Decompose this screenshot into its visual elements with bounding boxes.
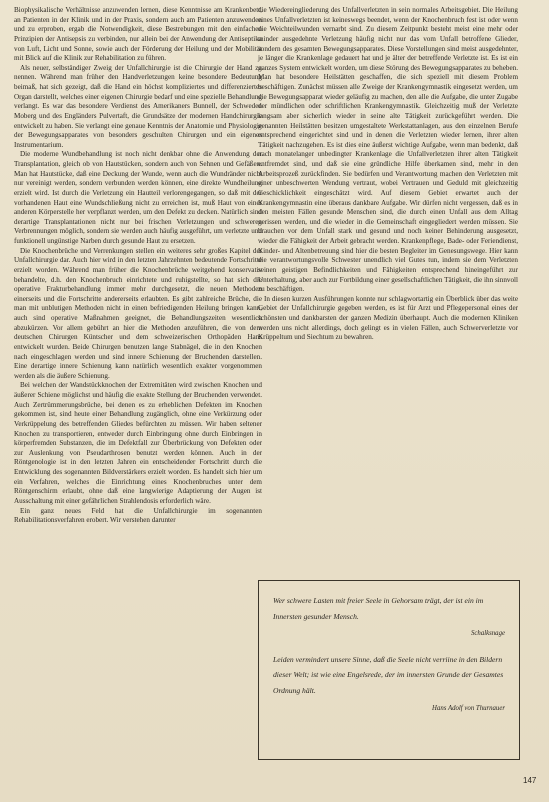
quote-source: Schalksnage <box>471 630 505 638</box>
paragraph: Bei welchen der Wandstückknochen der Extremitäten wird zwischen Knochen und äußerer Schiene möglichst und häufig die exakte Stellung der Bruchenden verwendet. Auch Zertrümmerungsbrüche, bei denen es zu erheblichen Defekten im Knochen gekommen ist, sind heute einer Behandlung zugänglich, ohne eine Verkürzung oder Verkrüppelung des betreffenden Gliedes befürchten zu müssen. Wir haben seltener Knochen zu transportieren, entweder durch Einbringung ohne durch Einbringen in körperfremden Substanzen, die im Defektfall zur Überbrückung von Defekten oder zur Auslenkung von Pseudarthrosen benutzt werden können. Auch in der Röntgenologie ist in den letzten Jahren ein entscheidender Fortschritt durch die Entwicklung des sogenannten Bildverstärkers erzielt worden. Es handelt sich hier um ein Verfahren, welches die Einrichtung eines Knochenbruches unter dem Röntgenschirm erlaubt, ohne daß eine langwierige Adaptierung der Augen ist Ausschaltung mit einer gefährlichen Strahlendosis erforderlich wäre. <box>14 381 262 505</box>
paragraph: In diesen kurzen Ausführungen konnte nur schlagwortartig ein Überblick über das weite Gebiet der Unfallchirurgie gegeben werden, es ist für Arzt und Pflegepersonal eines der schönsten und dankbarsten der ganzen Medizin überhaupt. Auch die modernen Kliniken werden uns nicht allerdings, doch gelingt es in vielen Fällen, auch Schwerverletzte vor Krüppeltum und Siechtum zu bewahren. <box>258 294 518 342</box>
quote-text: Wer schwere Lasten mit freier Seele in Gehorsam trägt, der ist ein im Innersten gesunder Mensch. <box>273 596 484 621</box>
paragraph: Die moderne Wundbehandlung ist noch nicht denkbar ohne die Anwendung der Transplantation, gleich ob von Hautstücken, sondern auch von Sehnen und Gefäßen. Man hat Hautstücke, daß eine Deckung der Wunde, wenn auch die Wundränder nicht nur vereinigt werden, sondern verbunden werden können, eine direkte Wundheilung erzielt wird. Ist durch die Verletzung ein Hautteil verlorengegangen, so daß mit der vorhandenen Haut eine Wundschließung nicht zu erreichen ist, muß Haut von einer anderen Körperstelle her verpflanzt werden, um den Defekt zu decken. Natürlich sind derartige Transplantationen nicht nur bei frischen Verletzungen und schweren Verbrennungen möglich, sondern sie werden auch häufig ausgeführt, um verletzte und funktionell ungünstige Narben durch gesunde Haut zu ersetzen. <box>14 150 262 245</box>
right-text-column <box>258 6 518 343</box>
paragraph: Die Knochenbrüche und Verrenkungen stellen ein weiteres sehr großes Kapitel der Unfallchirurgie dar. Auch hier wird in den letzten Jahrzehnten bedeutende Fortschritte erzielt worden. Während man früher die Knochenbrüche weitgehend konservativ behandelte, d.h. den Knochenbruch einrichtete und ruhigstellte, so hat sich die operative Frakturbehandlung immer mehr durchgesetzt, die neuen Methoden einerseits und die Fortschritte andererseits erlaubten. Es gibt zahlreiche Brüche, die man mit unblutigen Methoden nicht in einen befriedigenden Heilung bringen kann, auch sind operative Maßnahmen geeignet, die Behandlungszeiten wesentlich abzukürzen. Vor allem gebührt an hier die Methoden anzuführen, die von dem deutschen Chirurgen Küntscher und dem schweizerischen Orthopäden Hans entwickelt wurden. Beide Chirurgen benutzen lange Stabnägel, die in den Knochen nach eingeschlagen werden und sind innere Schienung der Bruchenden darstellen. Eine derartige innere Schienung kann natürlich wesentlich exakter vorgenommen werden als die äußere Schienung. <box>14 246 262 380</box>
quote-source: Hans Adolf von Thurnauer <box>432 704 505 712</box>
paragraph: Biophysikalische Verhältnisse anzuwenden lernen, diese Kenntnisse am Krankenbett, an Patienten in der Klinik und in der Praxis, sondern auch am Patienten anzuwenden und zu erproben, ergab die Notwendigkeit, diese Bestrebungen mit den einfachen Prinzipien der Antisepsis zu verbinden, nur allein bei der Anwendung der Antiseptika von Luft, Licht und Sonne, sowie auch der Förderung der Heilung und der Mobilität mit Blick auf die Klinik zur Rehabilitation zu führen. <box>14 6 262 63</box>
quote-box <box>258 580 520 760</box>
paragraph: Ein ganz neues Feld hat die Unfallchirurgie im sogenannten Rehabilitationsverfahren erobert. Wir verstehen darunter <box>14 506 262 525</box>
quote-text: Leiden vermindert unsere Sinne, daß die Seele nicht verriine in den Bildern dieser Welt; ist wie eine Engelsrede, der im innersten Grunde der Gesamtes Ordnung hält. <box>273 654 504 695</box>
paragraph: Als neuer, selbständiger Zweig der Unfallchirurgie ist die Chirurgie der Hand zu nennen. Während man früher den Handverletzungen keine besondere Bedeutung beimaß, hat sich gezeigt, daß die Hand ein höchst kompliziertes und differenziertes Organ darstellt, welches einer eigenen Chirurgie bedarf und eine spezielle Behandlung verlangt. Es war das besondere Verdienst des Amerikaners Bunnell, der Schweden Moberg und des Engländers Pulvertaft, die Grundsätze der modernen Handchirurgie entwickelt zu haben. Sie verlangt eine genaue Kenntnis der Anatomie und Physiologie der Bewegungsapparates von besonders geschulten Chirurgen und ein eigenes Instrumentarium. <box>14 63 262 149</box>
page-number: 147 <box>523 776 537 785</box>
paragraph: die Wiedereingliederung des Unfallverletzten in sein normales Arbeitsgebiet. Die Heilung eines Unfallverletzten ist keineswegs beendet, wenn der Knochenbruch fest ist oder wenn die Weichteilwunden vernarbt sind. Zu diesem Zeitpunkt besteht meist eine mehr oder minder ausgedehnte Verletzung häufig nicht nur das vom Unfall betroffene Glieder, sondern des gesamten Bewegungsapparates. Diese Vorstellungen sind meist ausgedehnter, je länger die Krankenlage gedauert hat und je älter der betreffende Verletzte ist. Es ist ein ganzes System entwickelt worden, um diese Störung des Bewegungsapparates zu beheben. Man hat besondere Heilstätten geschaffen, die sich speziell mit diesem Problem beschäftigen. Zunächst müssen alle Zweige der Krankengymnastik eingesetzt werden, um die Bewegungsapparat wieder geläufig zu machen, den alle die Aufgabe, die unter Zugabe der mündlichen oder schriftlichen Krankengymnastik. Gleichzeitig muß der Verletzte langsam aber sicherlich wieder in seine alte Tätigkeit zurückgeführt werden. Die genannten Heilstätten besitzen umgestaltete Werkstattanlagen, aus den einzelnen Berufe entsprechend eingerichtet sind und in denen die Verletzten wieder lernen, ihrer alten Tätigkeit nachzugehen. Es ist dies eine äußerst wichtige Aufgabe, wenn man bedenkt, daß nach monatelanger unbedingter Krankenlage die Unfallverletzten ihrer alten Tätigkeit entfremdet sind, und daß sie eine gründliche Hilfe überkamen sind, mehr in den Arbeitsprozeß zurückfinden. Sie bedürfen und Verantwortung machen den Verletzten mit einer unbeschwerten Wendung vertraut, wobei Vertrauen und Geduld mit gleichzeitig Geschicklichkeit eingeschätzt wird. Auf diesem Gebiet erwartet auch der Krankengymnastin eine überaus dankbare Aufgabe. Wir dürfen nicht vergessen, daß es in den meisten Fällen gesunde Menschen sind, die durch einen Unfall aus dem Alltag gerissen werden, und die wieder in die Gemeinschaft eingegliedert werden müssen. Sie brauchen vor dem Unfall stark und gesund und noch keiner Behinderung ausgesetzt, wieder die Fähigkeit der Arbeit gebracht werden. Krankenpflege, Bade- oder Feriendienst, Kinder- und Altenbetreuung sind hier die besten Begleiter im Genesungswege. Hier kann die verantwortungsvolle Schwester unendlich viel Gutes tun, indem sie dem Verletzten seinen geistigen Befindlichkeiten und Fähigkeiten entsprechend hineingeführt zur Unterhaltung, aber auch zur Fortbildung einer gesellschaftlichen Tätigkeit, die ihn sinnvoll zu beschäftigen. <box>258 6 518 294</box>
left-text-column <box>14 6 262 526</box>
